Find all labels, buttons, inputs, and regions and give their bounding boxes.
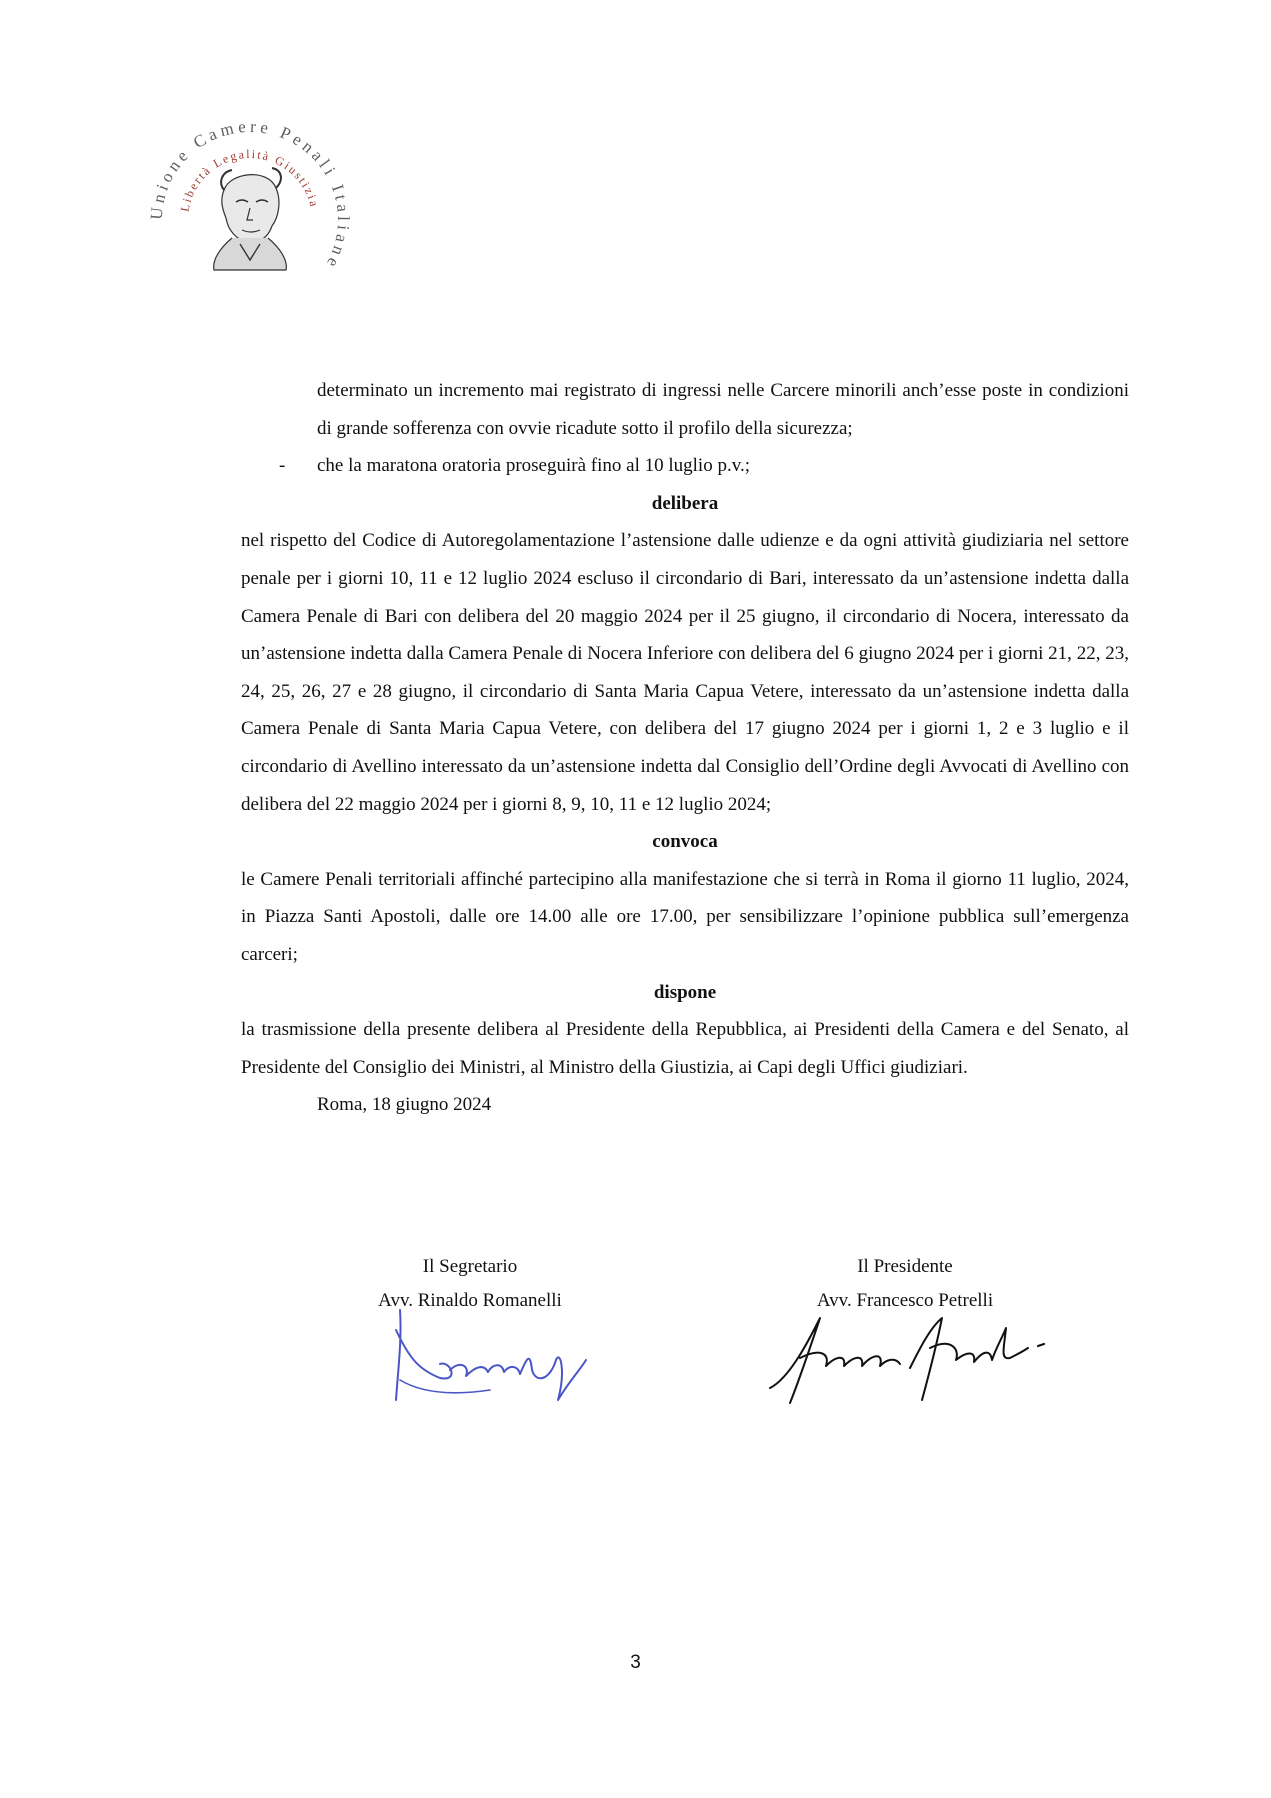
paragraph-delibera: nel rispetto del Codice di Autoregolamentazione l’astensione dalle udienze e da ogni attività giudiziaria nel settore penale per i giorni 10, 11 e 12 luglio 2024 escluso il circondario di Bari, interessato da un’astensione indetta dalla Camera Penale di Bari con delibera del 20 maggio 2024 per il 25 giugno, il circondario di Nocera, interessato da un’astensione indetta dalla Camera Penale di Nocera Inferiore con delibera del 6 giugno 2024 per i giorni 21, 22, 23, 24, 25, 26, 27 e 28 giugno, il circondario di Santa Maria Capua Vetere, interessato da un’astensione indetta dalla Camera Penale di Santa Maria Capua Vetere, con delibera del 17 giugno 2024 per i giorni 1, 2 e 3 luglio e il circondario di Avellino interessato da un’astensione indetta dal Consiglio dell’Ordine degli Avvocati di Avellino con delibera del 22 maggio 2024 per i giorni 8, 9, 10, 11 e 12 luglio 2024; <box>241 530 1129 815</box>
logo-inner-arc-text: Libertà Legalità Giustizia <box>177 146 322 213</box>
paragraph-dispone: la trasmissione della presente delibera al Presidente della Repubblica, ai Presidenti della Camera e del Senato, al Presidente del Consiglio dei Ministri, al Ministro della Giustizia, ai Capi degli Uffici giudiziari. <box>241 1019 1129 1078</box>
page-number: 3 <box>630 1652 641 1673</box>
document-body <box>241 372 1129 1124</box>
logo-outer-arc-text: Unione Camere Penali Italiane <box>146 116 354 274</box>
secretary-name: Avv. Rinaldo Romanelli <box>378 1290 562 1311</box>
bullet-text: che la maratona oratoria proseguirà fino al 10 luglio p.v.; <box>317 455 750 477</box>
president-role: Il Presidente <box>857 1256 953 1277</box>
bullet-dash: - <box>279 455 286 477</box>
heading-delibera: delibera <box>651 492 719 514</box>
heading-dispone: dispone <box>653 981 717 1003</box>
unione-camere-penali-logo <box>140 110 360 330</box>
portrait-icon <box>214 168 287 270</box>
date-line: Roma, 18 giugno 2024 <box>317 1094 492 1116</box>
paragraph-convoca: le Camere Penali territoriali affinché partecipino alla manifestazione che si terrà in Roma il giorno 11 luglio, 2024, in Piazza Santi Apostoli, dalle ore 14.00 alle ore 17.00, per sensibilizzare l’opinione pubblica sull’emergenza carceri; <box>241 868 1129 965</box>
president-name: Avv. Francesco Petrelli <box>816 1290 994 1311</box>
heading-convoca: convoca <box>652 831 718 853</box>
secretary-signature <box>380 1300 590 1410</box>
president-signature <box>760 1308 1060 1408</box>
continuation-paragraph: determinato un incremento mai registrato di ingressi nelle Carcere minorili anch’esse poste in condizioni di grande sofferenza con ovvie ricadute sotto il profilo della sicurezza; <box>317 380 1129 439</box>
secretary-role: Il Segretario <box>422 1256 518 1277</box>
bullet-item <box>241 447 1129 485</box>
